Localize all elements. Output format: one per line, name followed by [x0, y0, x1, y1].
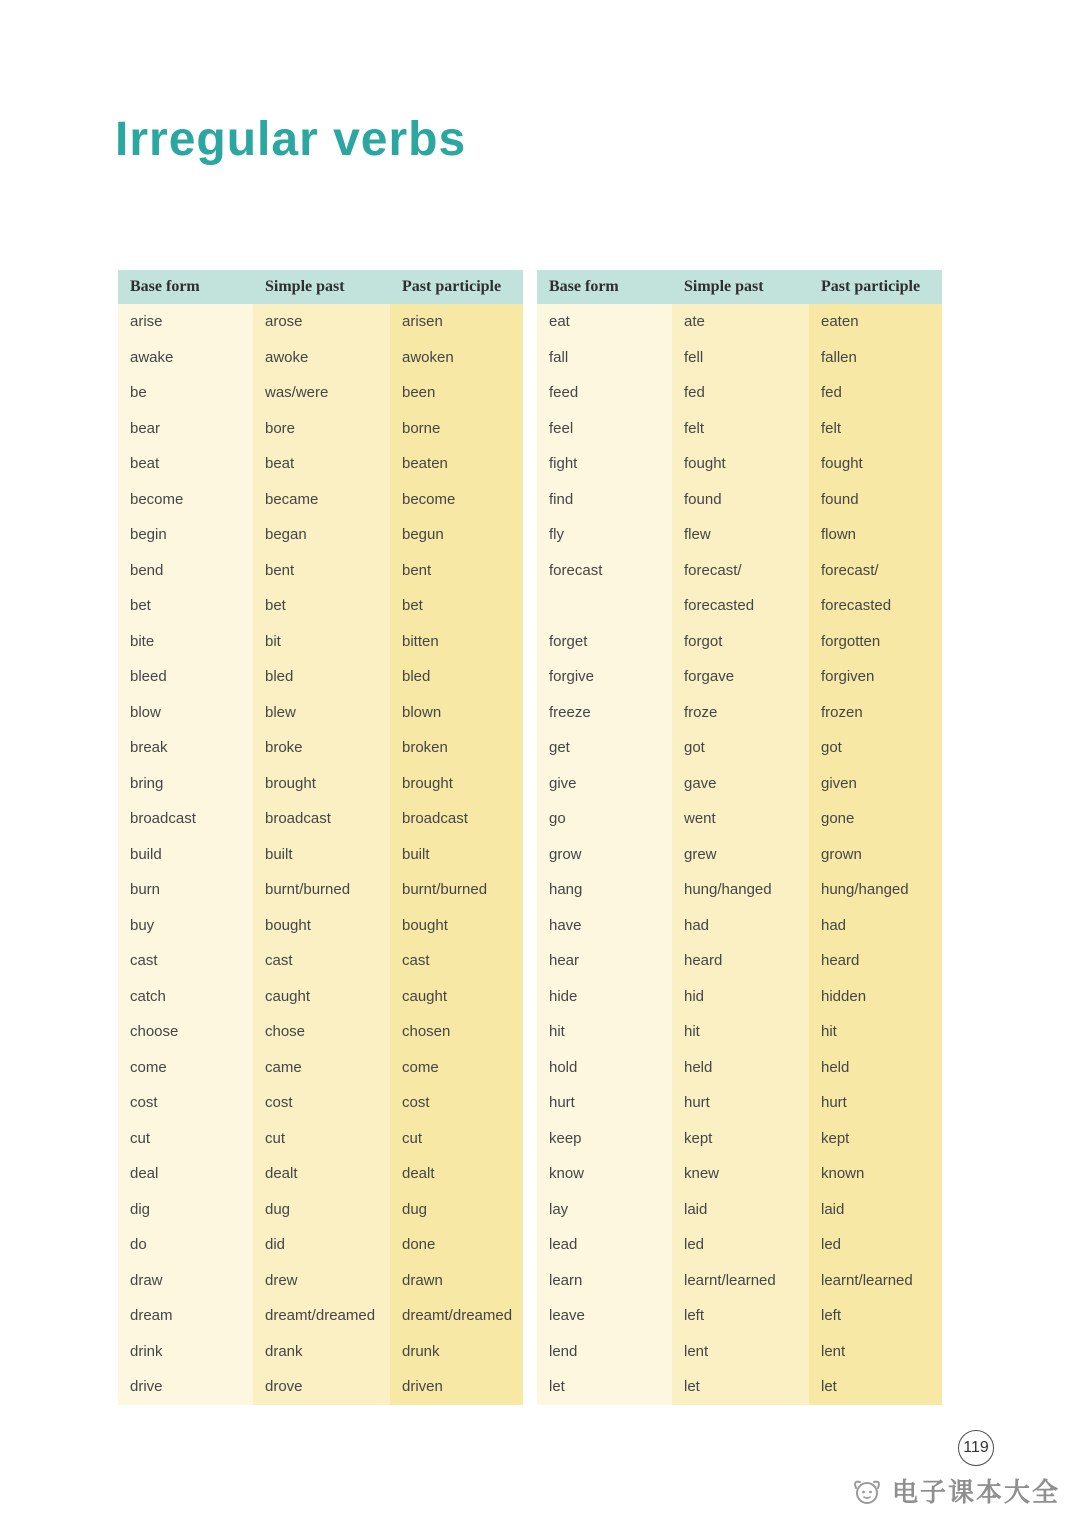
verb-cell: dreamt/dreamed	[253, 1298, 390, 1334]
verb-cell: begin	[118, 517, 253, 553]
verb-cell: hidden	[809, 979, 942, 1015]
verb-cell: hurt	[672, 1085, 809, 1121]
table-row	[537, 695, 942, 731]
verb-cell: grown	[809, 837, 942, 873]
verb-cell: was/were	[253, 375, 390, 411]
verb-cell: forgotten	[809, 624, 942, 660]
verb-cell: begun	[390, 517, 523, 553]
table-row	[537, 1263, 942, 1299]
table-body-left	[118, 304, 523, 1405]
verb-cell: lay	[537, 1192, 672, 1228]
verb-cell: bend	[118, 553, 253, 589]
verb-cell: lent	[672, 1334, 809, 1370]
verb-cell: go	[537, 801, 672, 837]
verb-cell: drawn	[390, 1263, 523, 1299]
table-row	[118, 1014, 523, 1050]
verb-cell: awake	[118, 340, 253, 376]
verb-cell: learnt/learned	[672, 1263, 809, 1299]
verb-cell: beat	[253, 446, 390, 482]
verb-cell: grew	[672, 837, 809, 873]
verb-cell: forecasted	[809, 588, 942, 624]
verb-cell: burnt/burned	[390, 872, 523, 908]
verb-cell: be	[118, 375, 253, 411]
verb-cell: lend	[537, 1334, 672, 1370]
verb-cell: drive	[118, 1369, 253, 1405]
verb-cell: bet	[118, 588, 253, 624]
verb-cell: bet	[253, 588, 390, 624]
verb-cell: bring	[118, 766, 253, 802]
verb-cell: knew	[672, 1156, 809, 1192]
table-row	[537, 659, 942, 695]
table-row	[118, 1369, 523, 1405]
verb-cell: been	[390, 375, 523, 411]
verb-cell: arose	[253, 304, 390, 340]
verb-cell: kept	[809, 1121, 942, 1157]
verb-cell: blown	[390, 695, 523, 731]
verb-cell: driven	[390, 1369, 523, 1405]
verb-cell: become	[118, 482, 253, 518]
verb-cell: awoken	[390, 340, 523, 376]
verb-cell: buy	[118, 908, 253, 944]
page-number-badge: 119	[958, 1430, 994, 1466]
table-row	[537, 943, 942, 979]
verb-cell: forecasted	[672, 588, 809, 624]
verb-cell: keep	[537, 1121, 672, 1157]
verb-cell: cut	[390, 1121, 523, 1157]
table-row	[537, 766, 942, 802]
verb-cell: had	[672, 908, 809, 944]
verb-cell: bite	[118, 624, 253, 660]
table-row	[118, 1263, 523, 1299]
verb-cell: did	[253, 1227, 390, 1263]
verb-cell: bit	[253, 624, 390, 660]
verb-cell: learn	[537, 1263, 672, 1299]
verb-cell: draw	[118, 1263, 253, 1299]
verb-cell: got	[809, 730, 942, 766]
verb-cell: broadcast	[390, 801, 523, 837]
verb-cell: fell	[672, 340, 809, 376]
verb-cell: know	[537, 1156, 672, 1192]
verb-cell: lent	[809, 1334, 942, 1370]
verb-cell: hung/hanged	[672, 872, 809, 908]
verb-cell: eaten	[809, 304, 942, 340]
verb-cell: went	[672, 801, 809, 837]
table-row	[537, 837, 942, 873]
verb-cell: caught	[253, 979, 390, 1015]
verb-cell: hold	[537, 1050, 672, 1086]
table-row	[118, 766, 523, 802]
verb-cell: chose	[253, 1014, 390, 1050]
verb-cell: dig	[118, 1192, 253, 1228]
verb-cell: bitten	[390, 624, 523, 660]
verb-cell: built	[253, 837, 390, 873]
verb-cell: lead	[537, 1227, 672, 1263]
verb-cell: burnt/burned	[253, 872, 390, 908]
table-row	[537, 304, 942, 340]
verb-cell: blew	[253, 695, 390, 731]
verb-cell: laid	[672, 1192, 809, 1228]
verb-cell: break	[118, 730, 253, 766]
verb-cell: brought	[253, 766, 390, 802]
verb-cell: hit	[537, 1014, 672, 1050]
table-row	[118, 908, 523, 944]
table-row	[537, 1121, 942, 1157]
column-header-past-participle: Past participle	[390, 270, 523, 304]
verb-cell: dealt	[390, 1156, 523, 1192]
table-row	[118, 1227, 523, 1263]
verb-cell: came	[253, 1050, 390, 1086]
table-row	[537, 1014, 942, 1050]
verb-cell: heard	[809, 943, 942, 979]
verb-cell: heard	[672, 943, 809, 979]
verb-cell: hit	[809, 1014, 942, 1050]
verb-cell: blow	[118, 695, 253, 731]
verb-cell: become	[390, 482, 523, 518]
verb-cell: cast	[390, 943, 523, 979]
table-row	[118, 1298, 523, 1334]
verb-cell: forgiven	[809, 659, 942, 695]
verb-cell: cut	[253, 1121, 390, 1157]
page-title: Irregular verbs	[115, 113, 467, 166]
verb-cell: drunk	[390, 1334, 523, 1370]
verb-cell: fall	[537, 340, 672, 376]
verb-cell: dealt	[253, 1156, 390, 1192]
table-row	[537, 340, 942, 376]
table-row	[537, 624, 942, 660]
verb-cell: let	[672, 1369, 809, 1405]
verb-cell: froze	[672, 695, 809, 731]
watermark	[850, 1472, 1060, 1509]
verb-cell: led	[809, 1227, 942, 1263]
verb-cell: flew	[672, 517, 809, 553]
table-row	[537, 482, 942, 518]
verb-cell: hid	[672, 979, 809, 1015]
table-row	[537, 1227, 942, 1263]
verb-cell: hung/hanged	[809, 872, 942, 908]
verb-cell: cost	[253, 1085, 390, 1121]
table-row	[537, 872, 942, 908]
table-row	[537, 979, 942, 1015]
column-header-simple-past: Simple past	[672, 270, 809, 304]
verb-cell: left	[672, 1298, 809, 1334]
verb-cell: left	[809, 1298, 942, 1334]
table-row	[118, 659, 523, 695]
verb-cell: dream	[118, 1298, 253, 1334]
verb-cell: cast	[253, 943, 390, 979]
verb-cell: caught	[390, 979, 523, 1015]
verb-cell: do	[118, 1227, 253, 1263]
table-row	[537, 1085, 942, 1121]
verb-cell: found	[809, 482, 942, 518]
table-row	[537, 1050, 942, 1086]
verb-cell: bled	[390, 659, 523, 695]
watermark-text: 电子课本大全	[891, 1477, 1060, 1507]
verb-cell: bought	[253, 908, 390, 944]
verb-cell: began	[253, 517, 390, 553]
verb-cell: deal	[118, 1156, 253, 1192]
verb-cell: ate	[672, 304, 809, 340]
verb-cell: held	[672, 1050, 809, 1086]
verb-cell: had	[809, 908, 942, 944]
table-row	[537, 517, 942, 553]
verb-cell: let	[537, 1369, 672, 1405]
table-row	[118, 375, 523, 411]
verb-cell: come	[390, 1050, 523, 1086]
header-row	[118, 270, 523, 304]
verb-cell: drink	[118, 1334, 253, 1370]
verb-cell: bleed	[118, 659, 253, 695]
verb-cell: fought	[809, 446, 942, 482]
verb-cell: let	[809, 1369, 942, 1405]
table-row	[537, 908, 942, 944]
verb-cell: hide	[537, 979, 672, 1015]
verb-cell: laid	[809, 1192, 942, 1228]
verb-cell: give	[537, 766, 672, 802]
verb-cell: awoke	[253, 340, 390, 376]
table-row	[118, 730, 523, 766]
verb-cell: frozen	[809, 695, 942, 731]
verb-cell: broken	[390, 730, 523, 766]
table-row	[118, 624, 523, 660]
verb-cell: hang	[537, 872, 672, 908]
verb-cell: broadcast	[253, 801, 390, 837]
verb-cell: felt	[809, 411, 942, 447]
verb-cell: burn	[118, 872, 253, 908]
verb-cell: fight	[537, 446, 672, 482]
verb-cell: known	[809, 1156, 942, 1192]
verb-cell: forecast	[537, 553, 672, 589]
table-row	[118, 588, 523, 624]
column-header-base-form: Base form	[118, 270, 253, 304]
verb-cell: led	[672, 1227, 809, 1263]
table-row	[537, 375, 942, 411]
table-row	[118, 979, 523, 1015]
verb-table-right	[537, 270, 942, 1405]
verb-cell: forget	[537, 624, 672, 660]
verb-cell: choose	[118, 1014, 253, 1050]
table-row	[118, 943, 523, 979]
table-row	[118, 1121, 523, 1157]
verb-cell: hurt	[809, 1085, 942, 1121]
verb-cell: leave	[537, 1298, 672, 1334]
verb-cell: bet	[390, 588, 523, 624]
table-row	[118, 482, 523, 518]
table-row	[118, 517, 523, 553]
verb-cell: built	[390, 837, 523, 873]
table-row	[537, 1298, 942, 1334]
table-row	[118, 801, 523, 837]
verb-cell: arisen	[390, 304, 523, 340]
verb-cell: became	[253, 482, 390, 518]
table-row	[118, 446, 523, 482]
verb-cell: dug	[253, 1192, 390, 1228]
verb-cell: eat	[537, 304, 672, 340]
table-row	[537, 1156, 942, 1192]
table-row	[537, 446, 942, 482]
verb-cell: gone	[809, 801, 942, 837]
verb-cell: dug	[390, 1192, 523, 1228]
verb-cell: felt	[672, 411, 809, 447]
table-row	[537, 553, 942, 589]
verb-cell: find	[537, 482, 672, 518]
table-header-right	[537, 270, 942, 304]
verb-cell: feed	[537, 375, 672, 411]
verb-cell	[537, 588, 672, 624]
verb-cell: catch	[118, 979, 253, 1015]
table-row	[118, 1085, 523, 1121]
verb-cell: freeze	[537, 695, 672, 731]
verb-cell: given	[809, 766, 942, 802]
verb-cell: come	[118, 1050, 253, 1086]
verb-cell: flown	[809, 517, 942, 553]
header-row	[537, 270, 942, 304]
verb-cell: cast	[118, 943, 253, 979]
verb-cell: found	[672, 482, 809, 518]
column-header-past-participle: Past participle	[809, 270, 942, 304]
verb-cell: broadcast	[118, 801, 253, 837]
table-row	[118, 1156, 523, 1192]
table-row	[118, 340, 523, 376]
table-row	[537, 730, 942, 766]
table-row	[537, 588, 942, 624]
verb-cell: brought	[390, 766, 523, 802]
table-row	[118, 1334, 523, 1370]
table-row	[118, 1192, 523, 1228]
table-row	[118, 837, 523, 873]
column-header-simple-past: Simple past	[253, 270, 390, 304]
watermark-logo-icon	[850, 1476, 884, 1506]
verb-cell: done	[390, 1227, 523, 1263]
verb-cell: beaten	[390, 446, 523, 482]
table-row	[537, 1192, 942, 1228]
verb-cell: drew	[253, 1263, 390, 1299]
verb-cell: fought	[672, 446, 809, 482]
table-row	[118, 411, 523, 447]
verb-cell: get	[537, 730, 672, 766]
verb-cell: got	[672, 730, 809, 766]
verb-cell: cost	[390, 1085, 523, 1121]
verb-cell: bent	[253, 553, 390, 589]
table-row	[537, 1369, 942, 1405]
table-header-left	[118, 270, 523, 304]
verb-cell: have	[537, 908, 672, 944]
verb-cell: dreamt/dreamed	[390, 1298, 523, 1334]
table-row	[118, 553, 523, 589]
verb-cell: forecast/	[672, 553, 809, 589]
verb-cell: fed	[672, 375, 809, 411]
verb-cell: beat	[118, 446, 253, 482]
verb-cell: fly	[537, 517, 672, 553]
verb-cell: forgave	[672, 659, 809, 695]
table-row	[118, 304, 523, 340]
verb-cell: hit	[672, 1014, 809, 1050]
verb-cell: learnt/learned	[809, 1263, 942, 1299]
verb-cell: bore	[253, 411, 390, 447]
verb-cell: broke	[253, 730, 390, 766]
verb-cell: borne	[390, 411, 523, 447]
verb-cell: feel	[537, 411, 672, 447]
verb-cell: gave	[672, 766, 809, 802]
column-header-base-form: Base form	[537, 270, 672, 304]
verb-cell: fallen	[809, 340, 942, 376]
verb-cell: drove	[253, 1369, 390, 1405]
verb-cell: bent	[390, 553, 523, 589]
verb-cell: forgot	[672, 624, 809, 660]
table-body-right	[537, 304, 942, 1405]
verb-cell: forecast/	[809, 553, 942, 589]
verb-cell: bear	[118, 411, 253, 447]
verb-cell: build	[118, 837, 253, 873]
verb-cell: drank	[253, 1334, 390, 1370]
verb-cell: forgive	[537, 659, 672, 695]
verb-cell: fed	[809, 375, 942, 411]
verb-cell: held	[809, 1050, 942, 1086]
verb-cell: hurt	[537, 1085, 672, 1121]
table-row	[537, 1334, 942, 1370]
verb-cell: grow	[537, 837, 672, 873]
verb-cell: chosen	[390, 1014, 523, 1050]
verb-cell: cost	[118, 1085, 253, 1121]
verb-cell: arise	[118, 304, 253, 340]
table-row	[118, 872, 523, 908]
verb-cell: cut	[118, 1121, 253, 1157]
verb-table-left	[118, 270, 523, 1405]
verb-cell: kept	[672, 1121, 809, 1157]
table-row	[537, 801, 942, 837]
verb-cell: bought	[390, 908, 523, 944]
table-row	[118, 1050, 523, 1086]
table-row	[118, 695, 523, 731]
verb-cell: hear	[537, 943, 672, 979]
verb-tables	[118, 270, 942, 1405]
verb-cell: bled	[253, 659, 390, 695]
table-row	[537, 411, 942, 447]
